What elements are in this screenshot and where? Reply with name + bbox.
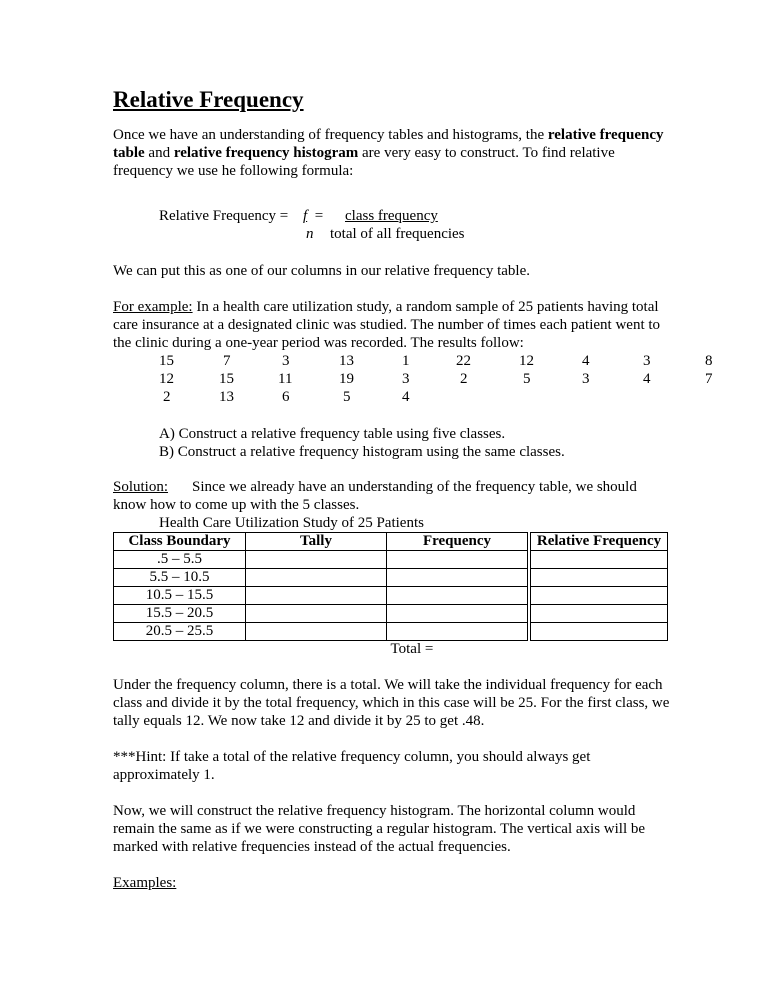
example-text: In a health care utilization study, a random sample of 25 patients having total care insurance at a designated clinic was studied. The number of times each patient went to the clinic during a one-year period was recorded. The results follow:	[113, 299, 661, 351]
intro-bold-2: relative frequency histogram	[173, 145, 359, 161]
task-item: B) Construct a relative frequency histogram using the same classes.	[159, 444, 565, 460]
page-title: Relative Frequency	[113, 87, 304, 112]
solution-text: Since we already have an understanding of the frequency table, we should know how to come up with the 5 classes.	[113, 479, 637, 513]
relative-frequency-cell[interactable]	[531, 569, 668, 587]
data-value: 7	[705, 371, 713, 387]
task-item: A) Construct a relative frequency table using five classes.	[159, 426, 506, 442]
data-value: 5	[343, 389, 351, 405]
relative-frequency-cell[interactable]	[531, 587, 668, 605]
formula-numerator: class frequency	[345, 208, 438, 224]
total-label: Total =	[387, 641, 528, 659]
tally-cell[interactable]	[246, 569, 387, 587]
data-value: 3	[282, 353, 290, 369]
class-boundary-cell: 10.5 – 15.5	[114, 587, 246, 605]
table-row	[114, 569, 668, 587]
data-value: 8	[705, 353, 713, 369]
frequency-cell[interactable]	[387, 569, 528, 587]
data-value: 13	[219, 389, 234, 405]
relative-frequency-cell[interactable]	[531, 605, 668, 623]
header-relative-frequency: Relative Frequency	[531, 533, 668, 551]
tally-cell[interactable]	[246, 605, 387, 623]
table-row	[114, 587, 668, 605]
data-value: 2	[460, 371, 468, 387]
data-value: 15	[219, 371, 234, 387]
table-caption: Health Care Utilization Study of 25 Patients	[159, 515, 424, 531]
explanation-paragraph: Under the frequency column, there is a total. We will take the individual frequency for each class and divide it by the total frequency, which in this case will be 25. For the first class, we tally equals 12. We now take 12 and divide it by 25 to get .48.	[113, 677, 670, 729]
data-value: 11	[278, 371, 293, 387]
class-boundary-cell: 5.5 – 10.5	[114, 569, 246, 587]
data-value: 7	[223, 353, 231, 369]
frequency-cell[interactable]	[387, 551, 528, 569]
data-value: 12	[519, 353, 534, 369]
data-value: 3	[643, 353, 651, 369]
table-total-row	[114, 641, 668, 659]
data-value: 2	[163, 389, 171, 405]
intro-text-1: Once we have an understanding of frequency tables and histograms, the	[113, 127, 548, 143]
data-value: 15	[159, 353, 174, 369]
tally-cell[interactable]	[246, 551, 387, 569]
data-value: 13	[339, 353, 354, 369]
formula-lhs: Relative Frequency =	[159, 208, 289, 224]
histogram-note: Now, we will construct the relative frequency histogram. The horizontal column would remain the same as if we were constructing a regular histogram. The vertical axis will be marked with relative frequencies instead of the actual frequencies.	[113, 803, 646, 855]
data-value: 6	[282, 389, 290, 405]
formula-eq: =	[311, 208, 327, 224]
intro-text-3: are very easy to construct. To find relative frequency we use he following formula:	[113, 145, 615, 179]
class-boundary-cell: .5 – 5.5	[114, 551, 246, 569]
column-note: We can put this as one of our columns in our relative frequency table.	[113, 263, 530, 279]
formula-denominator: total of all frequencies	[330, 226, 465, 242]
examples-label: Examples:	[113, 875, 177, 891]
data-value: 4	[643, 371, 651, 387]
relative-frequency-cell[interactable]	[531, 551, 668, 569]
data-value: 3	[582, 371, 590, 387]
header-tally: Tally	[246, 533, 387, 551]
table-row	[114, 551, 668, 569]
tally-cell[interactable]	[246, 587, 387, 605]
frequency-cell[interactable]	[387, 623, 528, 641]
intro-text-2: and	[144, 145, 174, 161]
intro-bold-1: relative frequency table	[113, 127, 664, 161]
solution-label: Solution:	[113, 479, 169, 495]
class-boundary-cell: 15.5 – 20.5	[114, 605, 246, 623]
data-value: 22	[456, 353, 471, 369]
data-value: 4	[402, 389, 410, 405]
relative-frequency-cell[interactable]	[531, 623, 668, 641]
data-value: 4	[582, 353, 590, 369]
data-value: 5	[523, 371, 531, 387]
frequency-cell[interactable]	[387, 587, 528, 605]
frequency-table	[113, 532, 668, 658]
example-label: For example:	[113, 299, 193, 315]
table-row	[114, 623, 668, 641]
example-paragraph	[113, 298, 673, 352]
table-row	[114, 605, 668, 623]
data-value: 1	[402, 353, 410, 369]
hint-paragraph: ***Hint: If take a total of the relative frequency column, you should always get approximately 1.	[113, 749, 591, 783]
header-frequency: Frequency	[387, 533, 528, 551]
data-value: 19	[339, 371, 354, 387]
class-boundary-cell: 20.5 – 25.5	[114, 623, 246, 641]
formula-n: n	[306, 226, 314, 242]
table-header-row	[114, 533, 668, 551]
header-class-boundary: Class Boundary	[114, 533, 246, 551]
solution-paragraph	[113, 478, 673, 514]
data-value: 12	[159, 371, 174, 387]
tally-cell[interactable]	[246, 623, 387, 641]
intro-paragraph	[113, 126, 673, 180]
data-value: 3	[402, 371, 410, 387]
frequency-cell[interactable]	[387, 605, 528, 623]
formula-f: f	[303, 208, 308, 224]
